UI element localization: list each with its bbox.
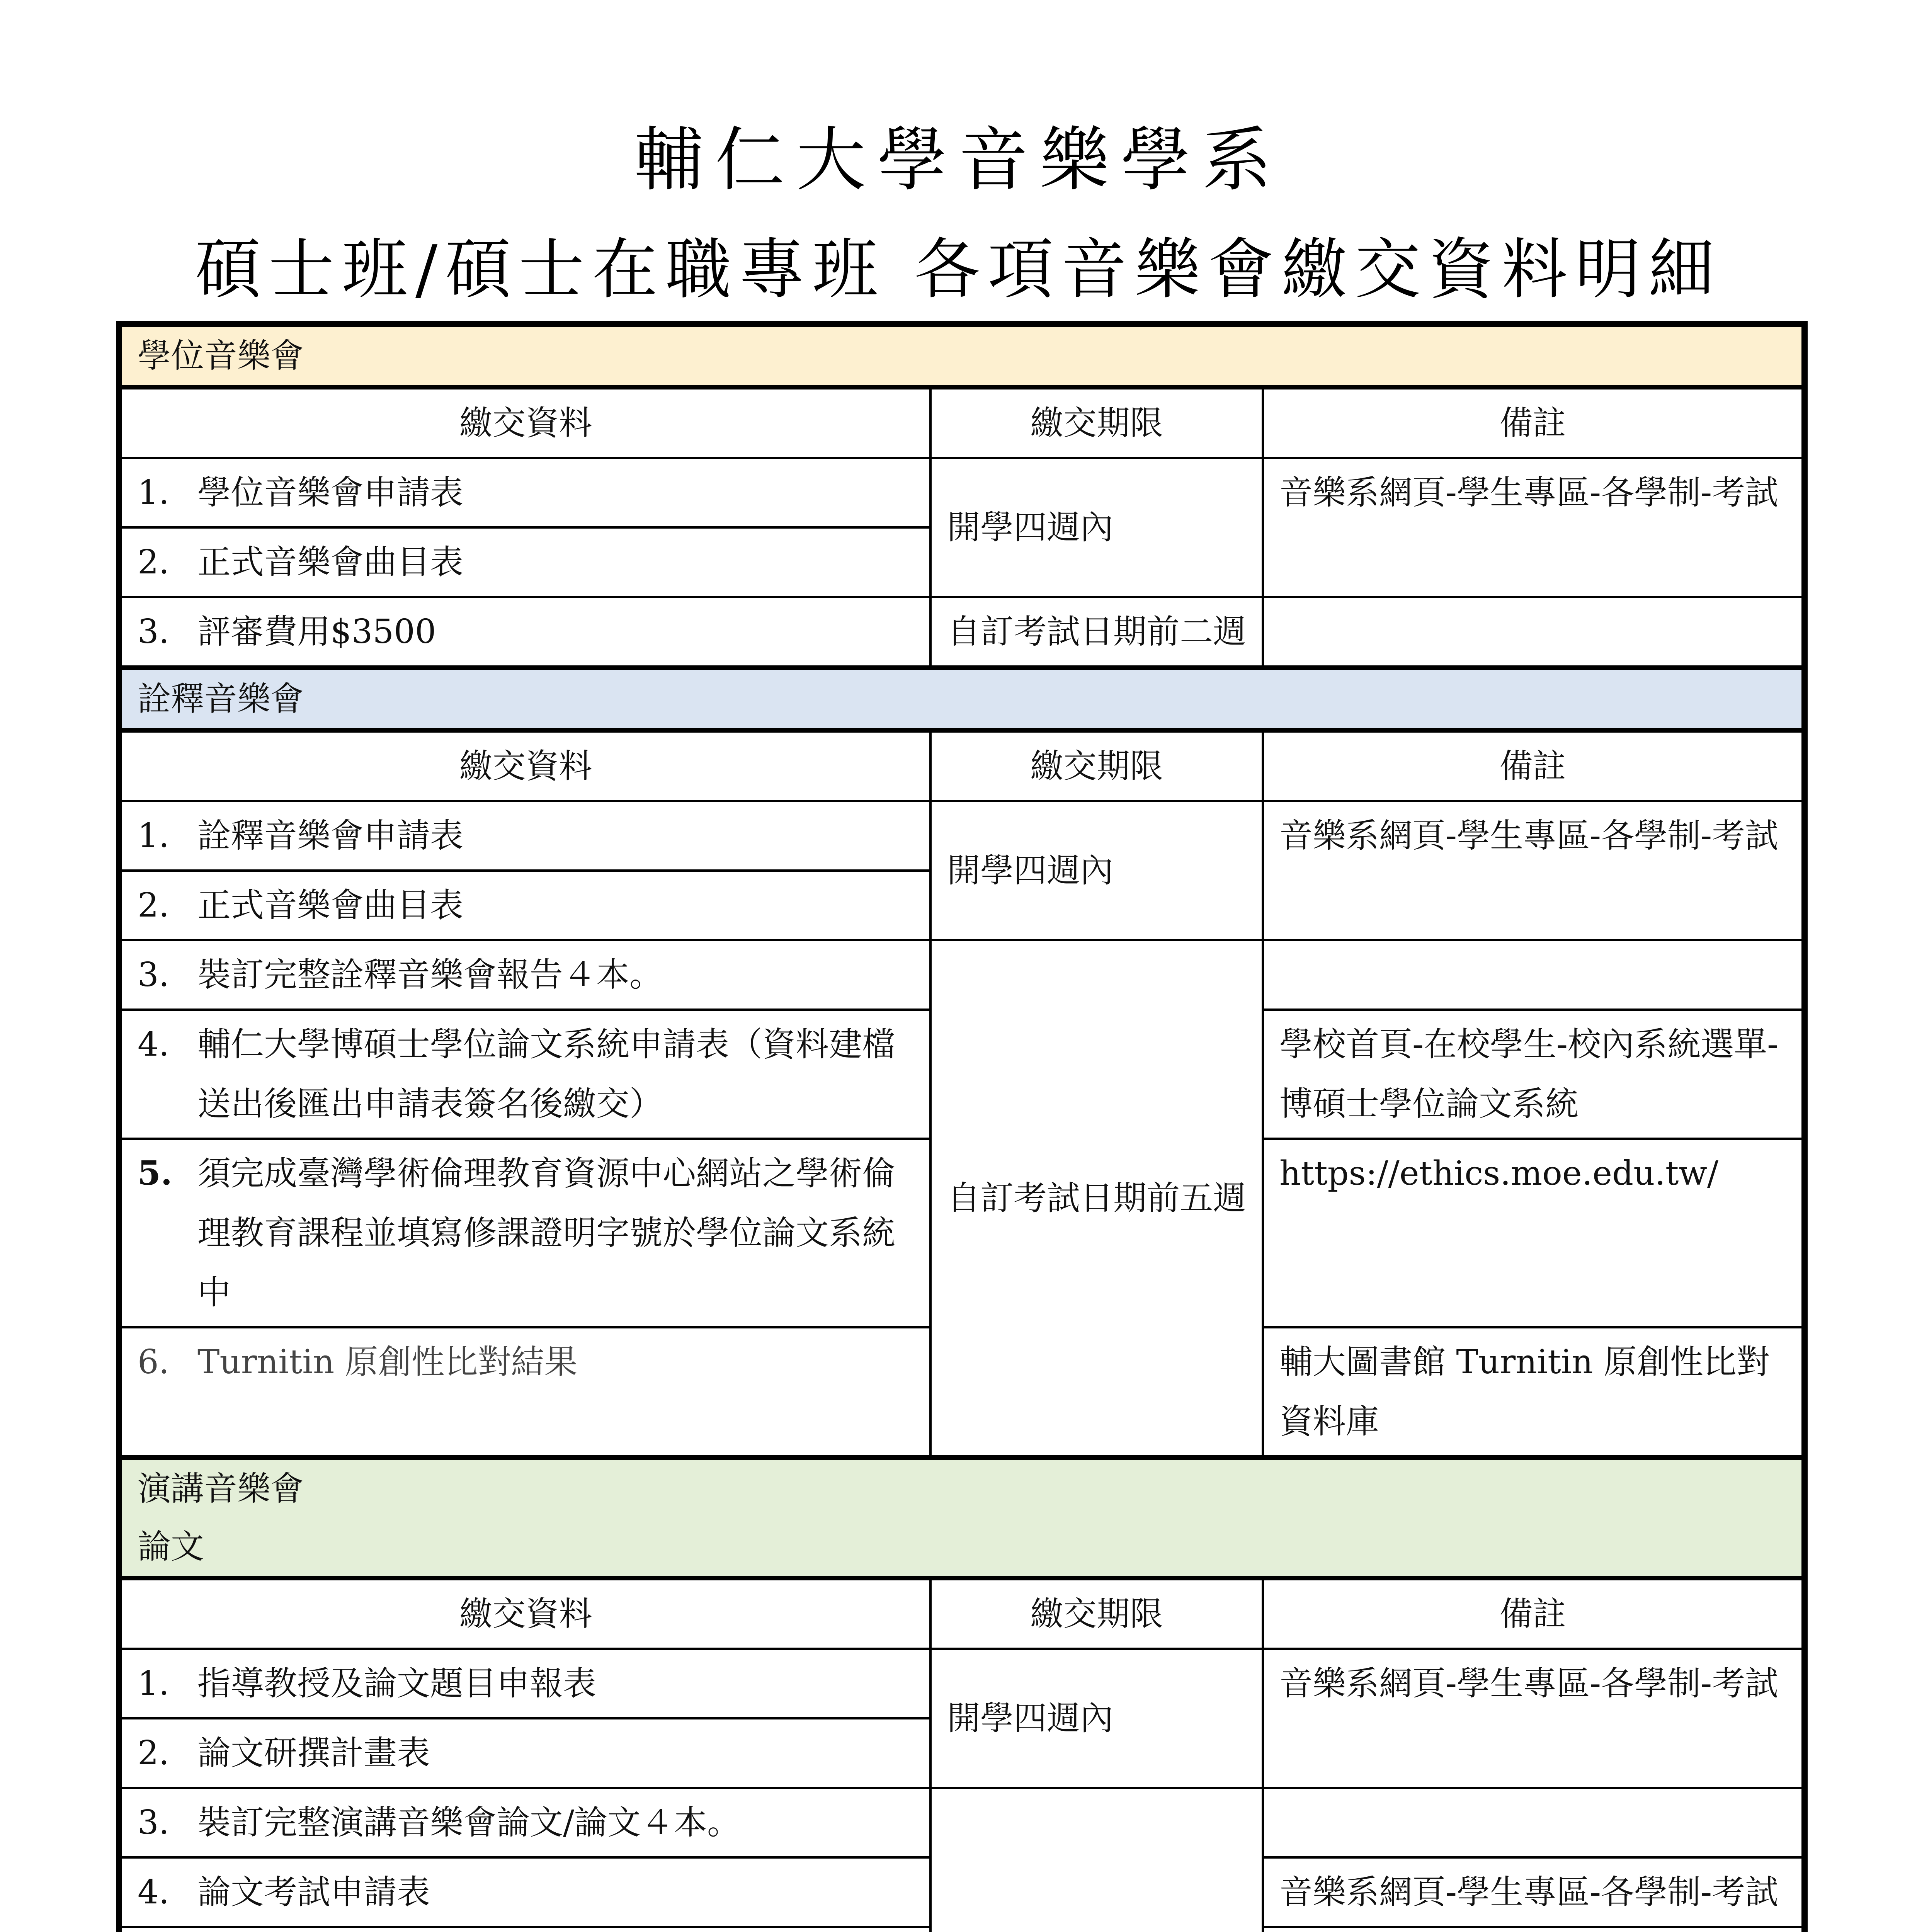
header-remarks: 備註 [1263,387,1805,458]
deadline-cell: 開學四週內 [930,1649,1263,1788]
table-row [119,1649,1805,1718]
section-title-line1: 演講音樂會 [138,1469,304,1508]
list-item: 4. 輔仁大學博碩士學位論文系統申請表（資料建檔送出後匯出申請表簽名後繳交） [119,1010,930,1139]
ethics-link[interactable]: https://ethics.moe.edu.tw/ [1263,1139,1805,1327]
header-deadline: 繳交期限 [930,730,1263,801]
section-header-interpretation [119,668,1805,730]
deadline-cell: 自訂考試日期前二週 [930,597,1263,668]
remark-cell [1263,1927,1805,1932]
list-item: 4. 論文考試申請表 [119,1857,930,1927]
list-item: 2. 論文研撰計畫表 [119,1718,930,1788]
section-title-line2: 論文 [138,1527,204,1566]
table-row [119,597,1805,668]
column-header-row [119,1578,1805,1649]
remark-cell [1263,940,1805,1010]
remark-cell: 音樂系網頁-學生專區-各學制-考試 [1263,458,1805,597]
list-item [119,1927,930,1932]
section-header-lecture [119,1458,1805,1578]
header-materials: 繳交資料 [119,387,930,458]
header-remarks: 備註 [1263,730,1805,801]
header-materials: 繳交資料 [119,1578,930,1649]
table-row [119,940,1805,1010]
deadline-cell [930,1788,1263,1932]
deadline-cell: 開學四週內 [930,458,1263,597]
submission-table [116,321,1808,1932]
list-item: 3. 裝訂完整詮釋音樂會報告４本。 [119,940,930,1010]
document-subtitle: 碩士班/碩士在職專班 各項音樂會繳交資料明細 [195,231,1722,308]
list-item: 2. 正式音樂會曲目表 [119,871,930,940]
list-item: 6. Turnitin 原創性比對結果 [119,1327,930,1458]
list-item: 1. 學位音樂會申請表 [119,458,930,527]
header-remarks: 備註 [1263,1578,1805,1649]
column-header-row [119,387,1805,458]
remark-cell [1263,597,1805,668]
remark-cell: 音樂系網頁-學生專區-各學制-考試 [1263,1649,1805,1788]
section-title: 詮釋音樂會 [119,668,1805,730]
deadline-cell: 開學四週內 [930,801,1263,940]
remark-cell [1263,1788,1805,1857]
table-row [119,1788,1805,1857]
list-item: 1. 詮釋音樂會申請表 [119,801,930,871]
list-item: 1. 指導教授及論文題目申報表 [119,1649,930,1718]
list-item: 3. 裝訂完整演講音樂會論文/論文４本。 [119,1788,930,1857]
remark-cell: 輔大圖書館 Turnitin 原創性比對資料庫 [1263,1327,1805,1458]
table-row [119,801,1805,871]
remark-cell: 學校首頁-在校學生-校內系統選單-博碩士學位論文系統 [1263,1010,1805,1139]
section-header-degree [119,324,1805,387]
header-deadline: 繳交期限 [930,1578,1263,1649]
header-materials: 繳交資料 [119,730,930,801]
header-deadline: 繳交期限 [930,387,1263,458]
table-row [119,458,1805,527]
section-title: 學位音樂會 [119,324,1805,387]
list-item: 3. 評審費用$3500 [119,597,930,668]
section-title [119,1458,1805,1578]
document-title: 輔仁大學音樂學系 [634,120,1283,201]
deadline-cell: 自訂考試日期前五週 [930,940,1263,1458]
column-header-row [119,730,1805,801]
remark-cell: 音樂系網頁-學生專區-各學制-考試 [1263,801,1805,940]
list-item: 2. 正式音樂會曲目表 [119,527,930,597]
remark-cell: 音樂系網頁-學生專區-各學制-考試 [1263,1857,1805,1927]
list-item: 5. 須完成臺灣學術倫理教育資源中心網站之學術倫理教育課程並填寫修課證明字號於學位論文系統中 [119,1139,930,1327]
